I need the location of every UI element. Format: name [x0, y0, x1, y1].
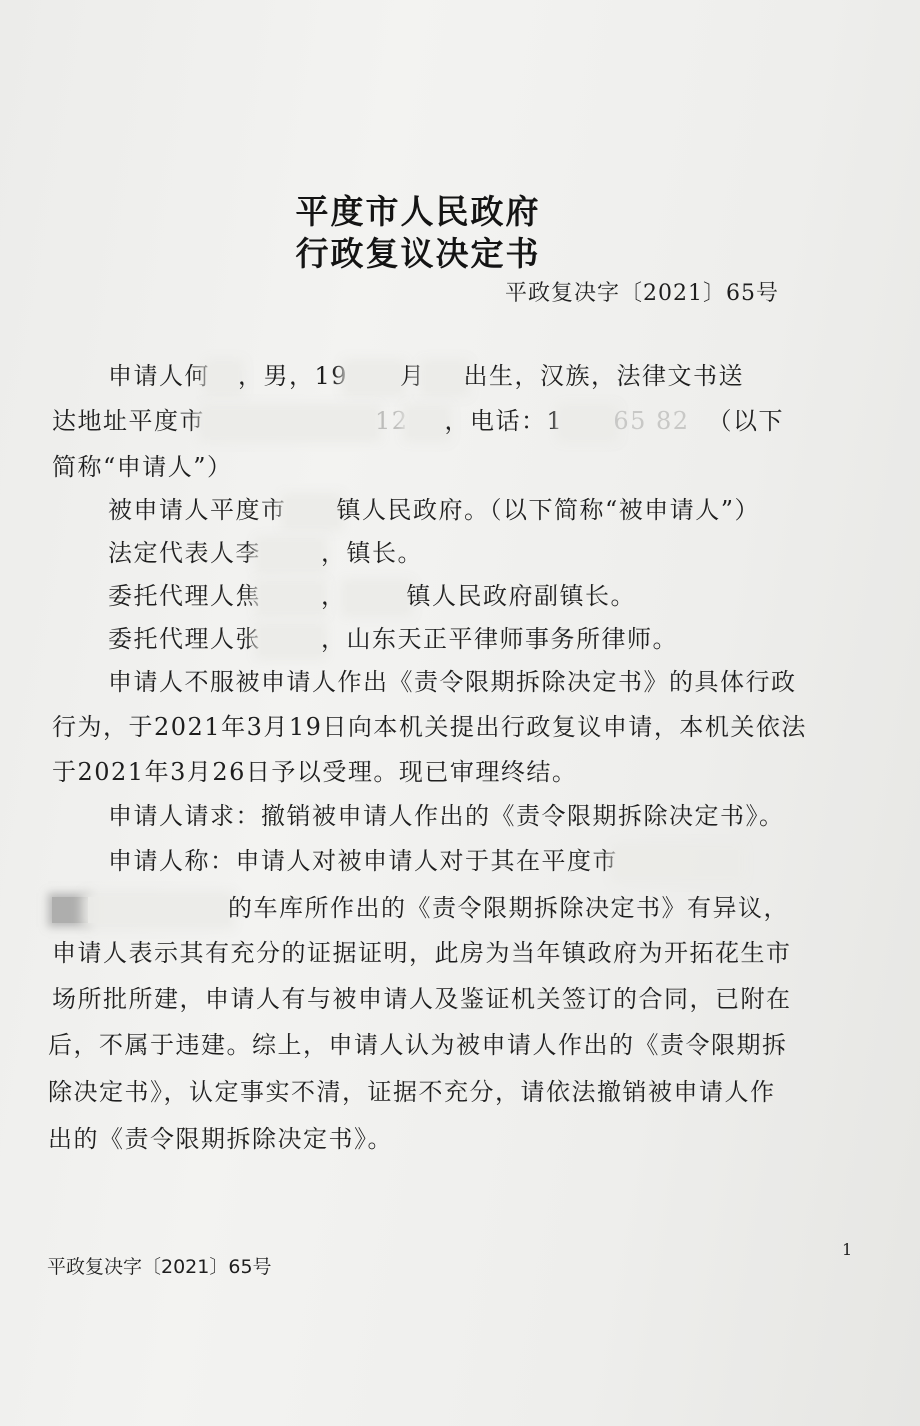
applicant-line-1: 申请人何 ，男，19 月 出生，汉族，法律文书送: [108, 362, 745, 390]
agent-line-1: 委托代理人焦 ， 镇人民政府副镇长。: [108, 582, 636, 610]
redacted-area: [426, 365, 464, 391]
claim-line-6: 除决定书》，认定事实不清，证据不充分，请依法撤销被申请人作: [48, 1078, 776, 1106]
document-title-line2: 行政复议决定书: [295, 234, 541, 273]
claim-line-5: 后，不属于违建。综上，申请人认为被申请人作出的《责令限期拆: [48, 1031, 788, 1059]
claim-line-4: 场所批所建，申请人有与被申请人及鉴证机关签订的合同，已附在: [52, 985, 792, 1013]
redacted-area: [261, 542, 321, 568]
claim-line-3: 申请人表示其有充分的证据证明，此房为当年镇政府为开拓花生市: [52, 939, 792, 967]
redacted-area: [409, 410, 445, 436]
redacted-area: [261, 585, 321, 611]
redacted-area: [205, 410, 375, 436]
applicant-line-3: 简称“申请人”）: [52, 453, 233, 481]
redacted-area: [348, 365, 400, 391]
redacted-area: [261, 628, 321, 654]
redacted-area: [563, 410, 613, 436]
footer-document-number: 平政复决字〔2021〕65号: [47, 1256, 272, 1278]
legal-representative-line: 法定代表人李 ，镇长。: [108, 539, 423, 567]
page-number: 1: [842, 1240, 853, 1259]
redacted-area: [287, 499, 337, 525]
redacted-area: [210, 365, 238, 391]
procedure-line-3: 于2021年3月26日予以受理。现已审理终结。: [52, 758, 578, 786]
procedure-line-2: 行为，于2021年3月19日向本机关提出行政复议申请，本机关依法: [52, 713, 807, 741]
redacted-area: [618, 850, 738, 876]
request-line: 申请人请求：撤销被申请人作出的《责令限期拆除决定书》。: [108, 802, 785, 830]
applicant-line-2: 达地址平度市 12 ，电话：1 65 82 （以下: [52, 407, 785, 435]
agent-line-2: 委托代理人张 ，山东天正平律师事务所律师。: [108, 625, 678, 653]
redacted-area: [347, 585, 407, 611]
claim-line-7: 出的《责令限期拆除决定书》。: [48, 1125, 393, 1153]
document-title-line1: 平度市人民政府: [295, 192, 541, 231]
redacted-area: [52, 897, 88, 923]
respondent-line: 被申请人平度市 镇人民政府。（以下简称“被申请人”）: [108, 496, 761, 524]
redacted-area: [88, 897, 228, 923]
document-number: 平政复决字〔2021〕65号: [505, 281, 779, 306]
claim-line-2: 的车库所作出的《责令限期拆除决定书》有异议，: [52, 896, 789, 923]
procedure-line-1: 申请人不服被申请人作出《责令限期拆除决定书》的具体行政: [108, 668, 797, 696]
claim-line-1: 申请人称：申请人对被申请人对于其在平度市: [108, 849, 738, 876]
